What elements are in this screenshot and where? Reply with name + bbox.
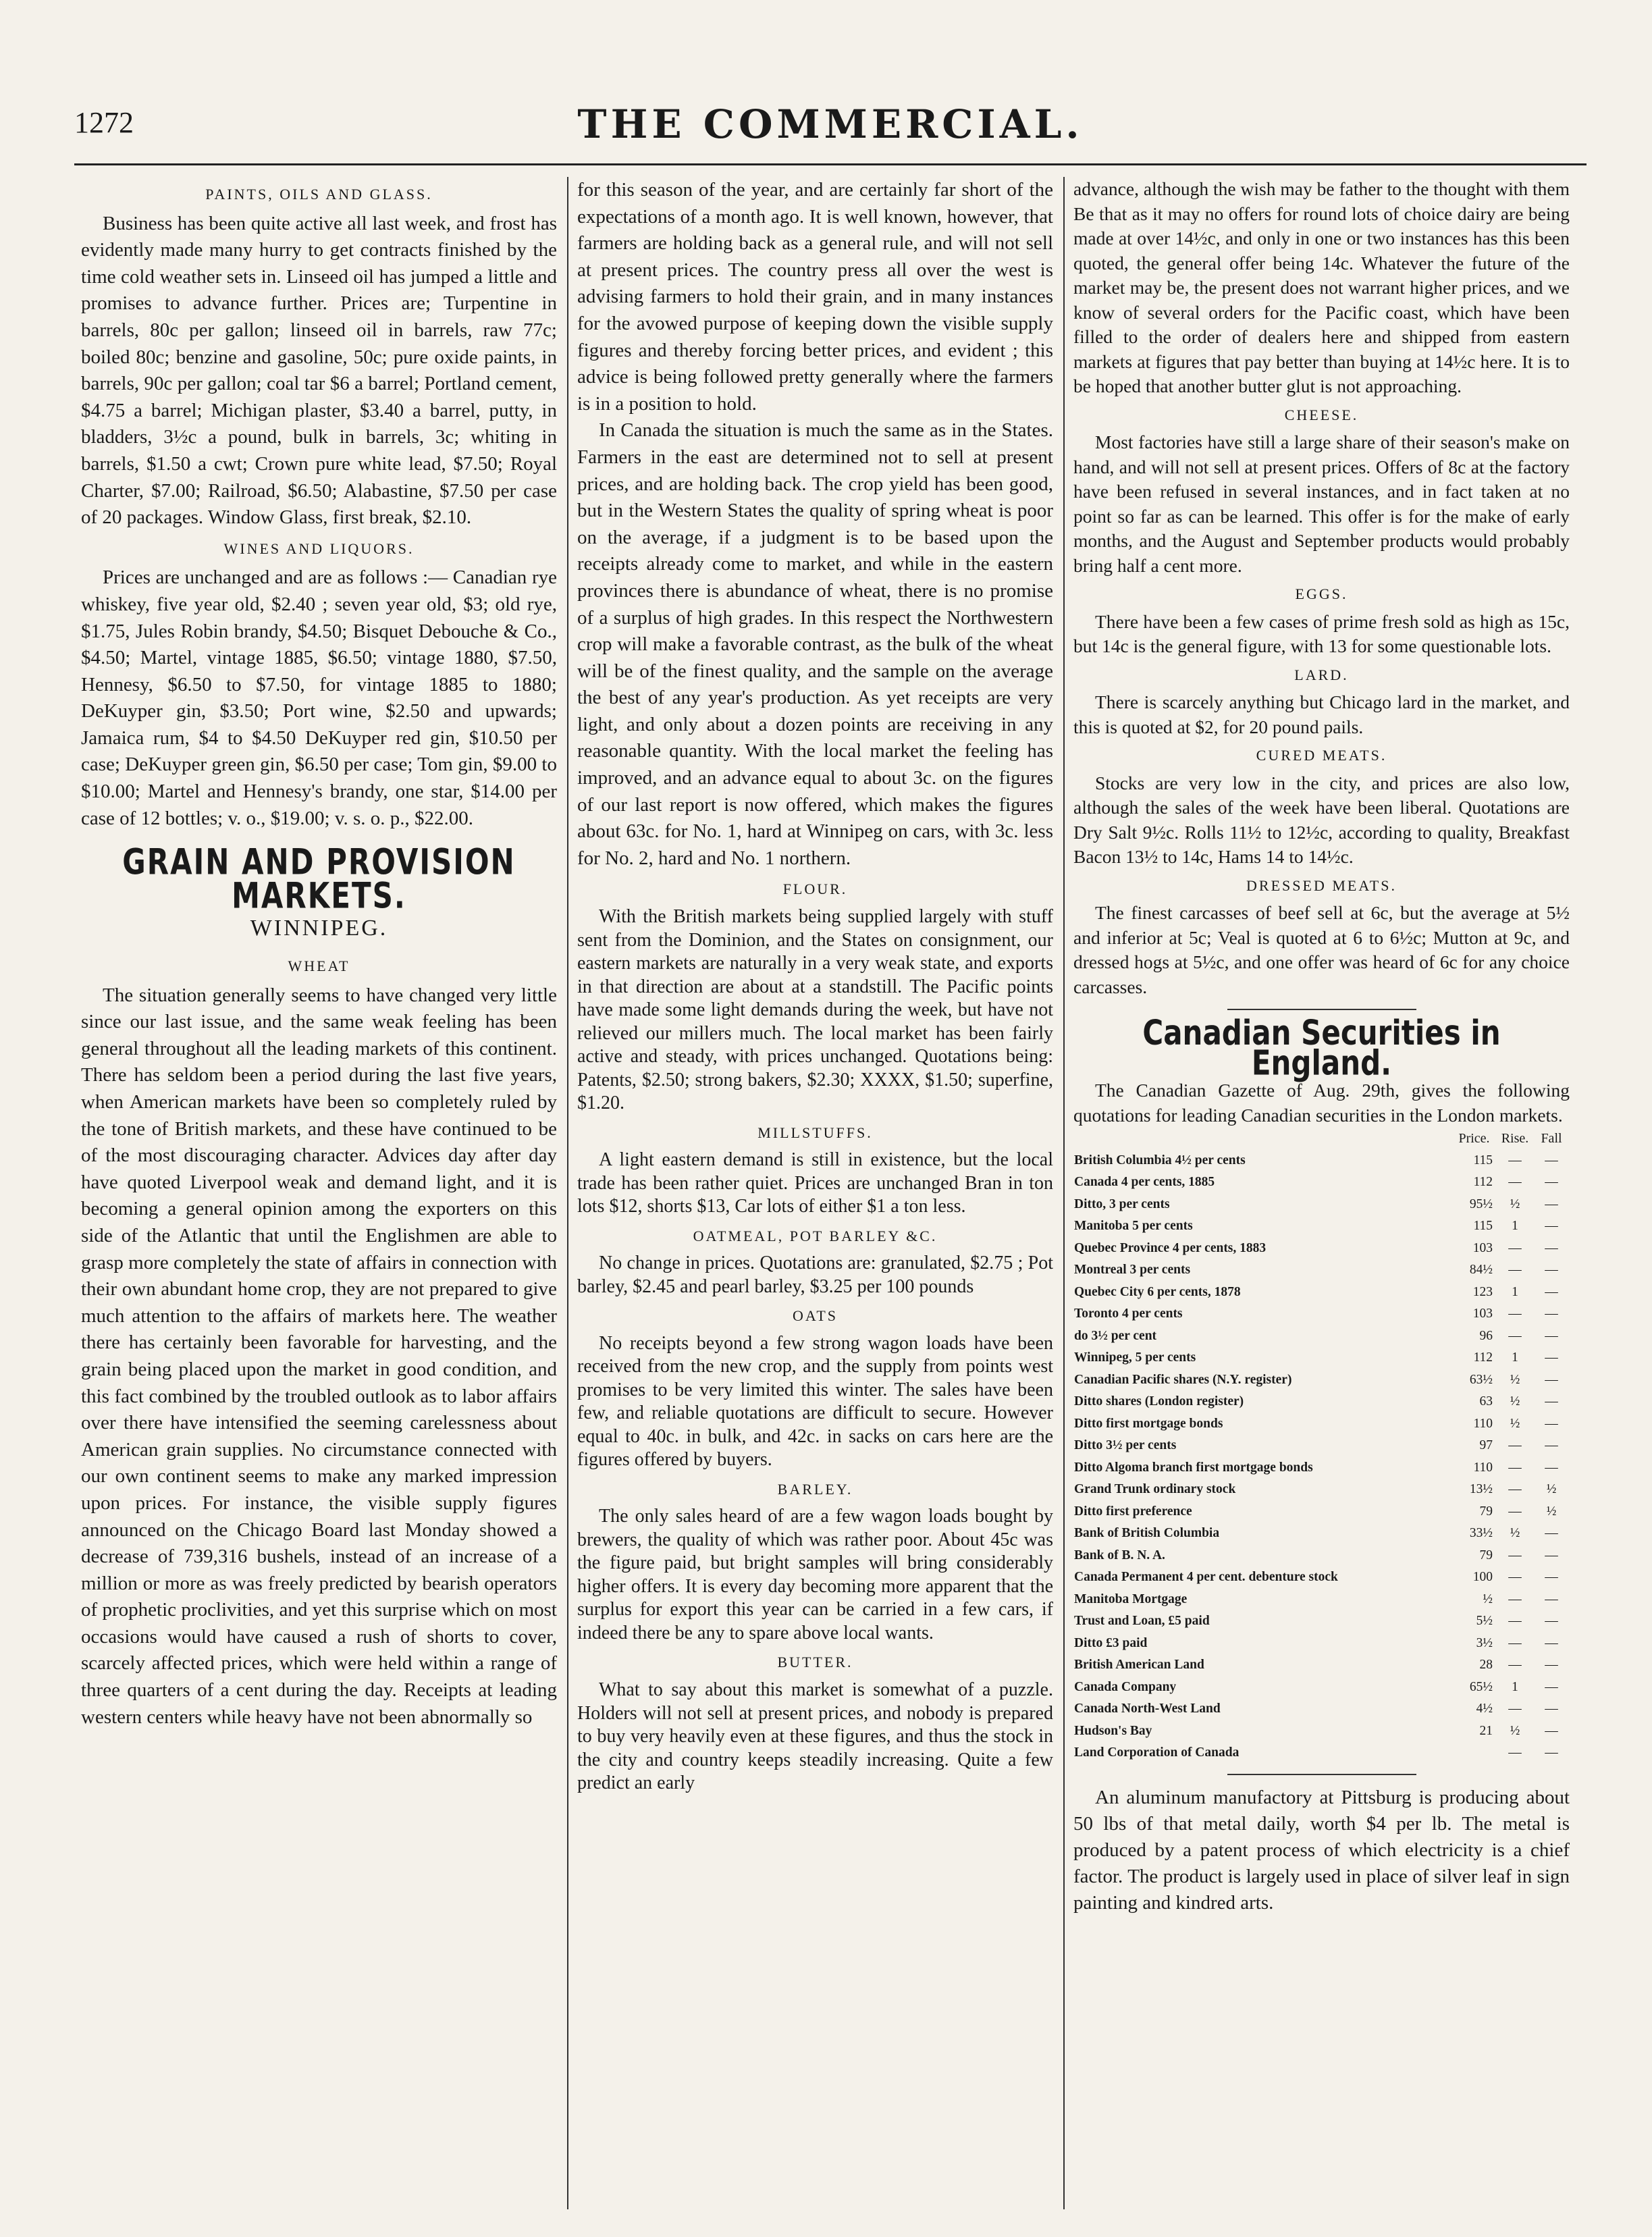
security-name: Bank of B. N. A. xyxy=(1074,1548,1165,1562)
table-header-fall: Fall xyxy=(1541,1131,1562,1146)
security-price: 115 xyxy=(1473,1153,1493,1167)
security-price: 112 xyxy=(1473,1175,1493,1189)
city-heading: WINNIPEG. xyxy=(250,916,388,941)
security-name: Hudson's Bay xyxy=(1074,1723,1152,1738)
table-header-price: Price. xyxy=(1458,1131,1490,1146)
security-name: Grand Trunk ordinary stock xyxy=(1074,1482,1236,1496)
security-rise: — xyxy=(1508,1548,1522,1562)
security-fall: — xyxy=(1545,1526,1558,1540)
table-row xyxy=(1073,1391,1570,1413)
security-price: 123 xyxy=(1472,1284,1493,1299)
butter-continued-paragraph: advance, although the wish may be father to the thought with them Be that as it may no offers for round lots of choice dairy are being made at over 14½c, and only in one or two instances has this been quoted, the general offer being 14c. Whatever the future of the market may be, the present does not warrant higher prices, and we know of several orders for the Pacific coast, which have been filled to the order of dealers here and shipped from eastern markets at figures that pay better than buying at 14½c here. It is to be hoped that another butter glut is not approaching. xyxy=(1073,178,1570,396)
section-heading-dressed-meats: DRESSED MEATS. xyxy=(1246,876,1397,894)
security-rise: — xyxy=(1508,1635,1522,1650)
security-name: Montreal 3 per cents xyxy=(1074,1263,1191,1277)
security-fall: — xyxy=(1545,1745,1558,1760)
masthead: THE COMMERCIAL. xyxy=(577,101,1084,147)
security-fall: — xyxy=(1545,1591,1558,1606)
security-name: British American Land xyxy=(1074,1658,1204,1672)
security-rise: — xyxy=(1508,1175,1522,1189)
security-price: 4½ xyxy=(1476,1702,1493,1716)
barley-paragraph: The only sales heard of are a few wagon loads bought by brewers, the quality of which was rather poor. About 45c was the figure paid, but bright samples will bring considerably higher offers. It is every day becoming more apparent that the surplus for export this year can be carried in a few cars, if indeed there be any to spare above local wants. xyxy=(577,1506,1053,1643)
security-fall: — xyxy=(1545,1328,1558,1343)
security-name: Manitoba Mortgage xyxy=(1074,1591,1188,1606)
table-header-row xyxy=(1073,1128,1570,1150)
security-price: 79 xyxy=(1479,1504,1493,1519)
table-row xyxy=(1073,1347,1570,1369)
security-fall: — xyxy=(1545,1175,1558,1189)
oats-paragraph: No receipts beyond a few strong wagon loads have been received from the new crop, and the supply from points west promises to be very limited this winter. The sales have been few, and reliable quotations are difficult to secure. However equal to 40c. in bulk, and 42c. in sacks on cars here are the figures offered by buyers. xyxy=(577,1332,1053,1471)
butter-paragraph: What to say about this market is somewhat of a puzzle. Holders will not sell at present prices, and nobody is prepared to buy very heavily even at these figures, and thus the stock in the city and country keeps steadily increasing. Quite a few predict an early xyxy=(577,1679,1053,1793)
security-name: Land Corporation of Canada xyxy=(1074,1745,1240,1760)
security-name: Canada Permanent 4 per cent. debenture stock xyxy=(1074,1570,1338,1584)
security-price xyxy=(1451,1742,1497,1764)
table-row xyxy=(1073,1325,1570,1348)
lard-paragraph: There is scarcely anything but Chicago lard in the market, and this is quoted at $2, for 20 pound pails. xyxy=(1073,691,1570,737)
security-rise: 1 xyxy=(1512,1350,1518,1365)
section-heading-cheese: CHEESE. xyxy=(1284,406,1359,423)
security-fall: — xyxy=(1545,1460,1558,1475)
table-row xyxy=(1073,1259,1570,1282)
paints-paragraph: Business has been quite active all last week, and frost has evidently made many hurry to get contracts finished by the time cold weather sets in. Linseed oil has jumped a little and promises to advance further. Prices are; Turpentine in barrels, 80c per gallon; linseed oil in barrels, raw 77c; boiled 80c; benzine and gasoline, 50c; pure oxide paints, in barrels, 90c per gallon; coal tar $6 a barrel; Portland cement, $4.75 a barrel; Michigan plaster, $3.40 a barrel, putty, in bladders, 3½c a pound, bulk in barrels, 3c; whiting in barrels, $1.50 a cwt; Crown pure white lead, $7.50; Royal Charter, $7.00; Railroad, $6.50; Alabastine, $7.50 per case of 20 packages. Window Glass, first break, $2.10. xyxy=(81,212,557,529)
security-name: Ditto 3½ per cents xyxy=(1074,1438,1177,1452)
security-price: 110 xyxy=(1473,1460,1493,1475)
security-price: 65½ xyxy=(1469,1679,1493,1694)
security-fall: — xyxy=(1545,1196,1558,1211)
section-heading-cured-meats: CURED MEATS. xyxy=(1256,747,1387,764)
security-fall: — xyxy=(1545,1702,1558,1716)
security-fall: — xyxy=(1545,1153,1558,1167)
eggs-paragraph: There have been a few cases of prime fresh sold as high as 15c, but 14c is the general figure, with 13 for some questionable lots. xyxy=(1073,610,1570,656)
table-row xyxy=(1073,1172,1570,1194)
table-row xyxy=(1073,1654,1570,1677)
security-price: 115 xyxy=(1473,1219,1493,1233)
security-name: Ditto, 3 per cents xyxy=(1074,1196,1170,1211)
dressed-meats-paragraph: The finest carcasses of beef sell at 6c, but the average at 5½ and inferior at 5c; Veal is quoted at 6 to 6½c; Mutton at 9c, and dressed hogs at 5½c, and one offer was heard of 6c for any choice carcasses. xyxy=(1073,902,1570,997)
security-fall: — xyxy=(1545,1263,1558,1277)
table-row xyxy=(1073,1413,1570,1436)
section-heading-oatmeal: OATMEAL, POT BARLEY &C. xyxy=(693,1227,938,1244)
security-rise: 1 xyxy=(1512,1219,1518,1233)
security-price: 96 xyxy=(1479,1328,1493,1343)
table-row xyxy=(1073,1742,1570,1764)
security-price: 100 xyxy=(1472,1570,1493,1584)
security-rise: — xyxy=(1508,1240,1522,1255)
securities-heading: Canadian Securities in England. xyxy=(1142,1013,1501,1082)
security-rise: 1 xyxy=(1512,1679,1518,1694)
oatmeal-paragraph: No change in prices. Quotations are: granulated, $2.75 ; Pot barley, $2.45 and pearl barley, $3.25 per 100 pounds xyxy=(577,1253,1053,1297)
security-rise: — xyxy=(1508,1263,1522,1277)
security-name: Canada Company xyxy=(1074,1679,1177,1694)
security-fall: — xyxy=(1545,1614,1558,1628)
security-name: Ditto £3 paid xyxy=(1074,1635,1148,1650)
security-rise: — xyxy=(1508,1591,1522,1606)
table-header-name xyxy=(1073,1128,1451,1150)
security-rise: — xyxy=(1508,1702,1522,1716)
table-row xyxy=(1073,1369,1570,1392)
table-row xyxy=(1073,1435,1570,1457)
security-rise: — xyxy=(1508,1460,1522,1475)
wheat-paragraph: The situation generally seems to have changed very little since our last issue, and the same weak feeling has been general throughout all the leading markets of this continent. There has seldom been a period during the last five years, when American markets have been so completely ruled by the tone of British markets, and these have continued to be of the most discouraging character. Advices day after day have quoted Liverpool weak and demand light, and it is becoming a general opinion among the exporters on this side of the Atlantic that until the Englishmen are able to grasp more completely the state of affairs in connection with their own abundant home crop, they are not prepared to give much attention to the affairs of markets here. The weather there has certainly been favorable for harvesting, and the grain being placed upon the market in good condition, and this fact combined by the troubled outlook as to labor affairs over there have intensified the seeming carelessness about American grain supplies. No circumstance connected with our own continent seems to make any marked impression upon prices. For instance, the visible supply figures announced on the Chicago Board last Monday showed a decrease of 739,316 bushels, instead of an increase of a million or more as was freely predicted by bearish operators of prophetic proclivities, and yet this surprise which on most occasions would have caused a rush of shorts to cover, scarcely affected prices, which were held within a range of three quarters of a cent during the day. Receipts at leading western centers while heavy have not been abnormally so xyxy=(81,984,557,1728)
security-price: 63½ xyxy=(1469,1372,1493,1387)
security-rise: — xyxy=(1508,1504,1522,1519)
security-name: Winnipeg, 5 per cents xyxy=(1074,1350,1196,1365)
security-fall: — xyxy=(1545,1394,1558,1409)
security-rise: — xyxy=(1508,1745,1522,1760)
section-heading-butter: BUTTER. xyxy=(777,1654,853,1671)
security-price: 63 xyxy=(1479,1394,1493,1409)
security-fall: ½ xyxy=(1546,1504,1557,1519)
security-fall: ½ xyxy=(1546,1482,1557,1496)
column-rule xyxy=(1063,177,1065,2209)
table-row xyxy=(1073,1633,1570,1655)
security-name: Ditto first preference xyxy=(1074,1504,1192,1519)
security-fall: — xyxy=(1545,1219,1558,1233)
security-name: Ditto shares (London register) xyxy=(1074,1394,1244,1409)
security-name: Ditto first mortgage bonds xyxy=(1074,1416,1223,1431)
page-number: 1272 xyxy=(74,106,134,139)
security-fall: — xyxy=(1545,1635,1558,1650)
security-name: Bank of British Columbia xyxy=(1074,1526,1220,1540)
security-fall: — xyxy=(1545,1240,1558,1255)
table-row xyxy=(1073,1457,1570,1479)
security-name: Ditto Algoma branch first mortgage bonds xyxy=(1074,1460,1313,1475)
security-price: 103 xyxy=(1472,1240,1493,1255)
column-rule xyxy=(567,177,568,2209)
table-header-rise: Rise. xyxy=(1501,1131,1529,1146)
security-name: Manitoba 5 per cents xyxy=(1074,1219,1193,1233)
table-row xyxy=(1073,1150,1570,1172)
table-row xyxy=(1073,1303,1570,1325)
header-rule xyxy=(74,163,1587,165)
security-price: 5½ xyxy=(1476,1614,1493,1628)
security-fall: — xyxy=(1545,1350,1558,1365)
security-fall: — xyxy=(1545,1438,1558,1452)
table-row xyxy=(1073,1698,1570,1720)
security-price: ½ xyxy=(1483,1591,1493,1606)
security-price: 3½ xyxy=(1476,1635,1493,1650)
security-name: British Columbia 4½ per cents xyxy=(1074,1153,1246,1167)
security-rise: — xyxy=(1508,1438,1522,1452)
securities-table xyxy=(1073,1128,1570,1764)
section-heading-wheat: WHEAT xyxy=(288,957,350,975)
wines-paragraph: Prices are unchanged and are as follows :— Canadian rye whiskey, five year old, $2.40 ; seven year old, $3; old rye, $1.75, Jules Robin brandy, $4.50; Bisquet Debouche & Co., $4.50; Martel, vintage 1885, $6.50; vintage 1880, $7.50, Hennesy, $6.50 to $7.50, for vintage 1885 to 1880; DeKuyper gin, $3.50; Port wine, $2.50 and upwards; Jamaica rum, $4 to $4.50 DeKuyper red gin, $10.50 per case; DeKuyper green gin, $6.50 per case; Tom gin, $9.00 to $10.00; Martel and Hennesy's brandy, one star, $14.00 per case of 12 bottles; v. o., $19.00; v. s. o. p., $22.00. xyxy=(81,567,557,829)
security-price: 33½ xyxy=(1469,1526,1493,1540)
security-rise: ½ xyxy=(1510,1394,1520,1409)
security-fall: — xyxy=(1545,1679,1558,1694)
security-price: 21 xyxy=(1479,1723,1493,1738)
security-name: Quebec Province 4 per cents, 1883 xyxy=(1074,1240,1267,1255)
table-row xyxy=(1073,1194,1570,1216)
section-heading-millstuffs: MILLSTUFFS. xyxy=(757,1124,873,1141)
security-fall: — xyxy=(1545,1570,1558,1584)
column-2 xyxy=(577,177,1053,1795)
table-row xyxy=(1073,1523,1570,1545)
security-rise: ½ xyxy=(1510,1196,1520,1211)
security-rise: — xyxy=(1508,1658,1522,1672)
security-fall: — xyxy=(1545,1284,1558,1299)
security-price: 13½ xyxy=(1469,1482,1493,1496)
table-row xyxy=(1073,1238,1570,1260)
security-price: 84½ xyxy=(1469,1263,1493,1277)
millstuffs-paragraph: A light eastern demand is still in existence, but the local trade has been rather quiet. Prices are unchanged Bran in ton lots $12, shorts $13, Car lots of either $1 a ton less. xyxy=(577,1149,1053,1217)
section-divider xyxy=(1227,1009,1416,1010)
section-heading-oats: OATS xyxy=(792,1307,838,1325)
security-fall: — xyxy=(1545,1548,1558,1562)
security-rise: ½ xyxy=(1510,1723,1520,1738)
security-name: Quebec City 6 per cents, 1878 xyxy=(1074,1284,1241,1299)
security-rise: 1 xyxy=(1512,1284,1518,1299)
security-price: 97 xyxy=(1479,1438,1493,1452)
cured-meats-paragraph: Stocks are very low in the city, and prices are also low, although the sales of the week have been liberal. Quotations are Dry Salt 9½c. Rolls 11½ to 12½c, according to quality, Breakfast Bacon 13½ to 14c, Hams 14 to 14½c. xyxy=(1073,772,1570,867)
security-rise: ½ xyxy=(1510,1372,1520,1387)
security-rise: — xyxy=(1508,1570,1522,1584)
security-rise: ½ xyxy=(1510,1416,1520,1431)
table-row xyxy=(1073,1479,1570,1501)
section-heading-flour: FLOUR. xyxy=(782,880,848,898)
table-row xyxy=(1073,1545,1570,1567)
security-rise: — xyxy=(1508,1328,1522,1343)
table-row xyxy=(1073,1567,1570,1589)
table-row xyxy=(1073,1589,1570,1611)
table-row xyxy=(1073,1720,1570,1743)
section-heading-paints: PAINTS, OILS AND GLASS. xyxy=(205,186,433,203)
column-3 xyxy=(1073,177,1570,1916)
section-heading-eggs: EGGS. xyxy=(1295,585,1348,602)
security-name: Canada 4 per cents, 1885 xyxy=(1074,1175,1215,1189)
section-heading-lard: LARD. xyxy=(1294,666,1349,683)
security-price: 95½ xyxy=(1469,1196,1493,1211)
security-price: 79 xyxy=(1479,1548,1493,1562)
column-1 xyxy=(81,177,557,1731)
section-heading-barley: BARLEY. xyxy=(777,1480,853,1498)
security-rise: ½ xyxy=(1510,1526,1520,1540)
section-divider xyxy=(1227,1774,1416,1775)
security-fall: — xyxy=(1545,1723,1558,1738)
security-fall: — xyxy=(1545,1416,1558,1431)
security-rise: — xyxy=(1508,1614,1522,1628)
security-name: Canada North-West Land xyxy=(1074,1702,1221,1716)
security-name: Trust and Loan, £5 paid xyxy=(1074,1614,1210,1628)
table-row xyxy=(1073,1282,1570,1304)
canada-paragraph: In Canada the situation is much the same as in the States. Farmers in the east are determined not to sell at present prices, and are holding back. The crop yield has been good, but in the Western States the quality of spring wheat is poor on the average, if a judgment is to be based upon the receipts already come to market, and while in the eastern provinces there is abundance of wheat, there is no promise of a surplus of high grades. In this respect the Northwestern crop will make a favorable contrast, as the bulk of the wheat will be of the finest quality, and the sample on the average the best of any year's production. As yet receipts are very light, and only about a dozen points are receiving in any reasonable quantity. With the local market the feeling has improved, and an advance equal to about 3c. on the figures of our last report is now offered, which makes the figures about 63c. for No. 1, hard at Winnipeg on cars, with 3c. less for No. 2, hard and No. 1 northern. xyxy=(577,419,1053,869)
grain-markets-heading: GRAIN AND PROVISION MARKETS. xyxy=(122,841,516,916)
securities-intro: The Canadian Gazette of Aug. 29th, gives the following quotations for leading Canadian securities in the London markets. xyxy=(1073,1080,1570,1126)
security-price: 110 xyxy=(1473,1416,1493,1431)
aluminum-paragraph: An aluminum manufactory at Pittsburg is producing about 50 lbs of that metal daily, worth $4 per lb. The metal is produced by a patent process of which electricity is a chief factor. The product is largely used in place of silver leaf in sign painting and kindred arts. xyxy=(1073,1786,1570,1914)
table-row xyxy=(1073,1610,1570,1633)
table-row xyxy=(1073,1677,1570,1699)
flour-paragraph: With the British markets being supplied largely with stuff sent from the Dominion, and the States on consignment, our eastern markets are naturally in a very weak state, and exports in that direction are about at a standstill. The Pacific points have made some light demands during the week, but have not relieved our millers much. The local market has been fairly active and steady, with prices unchanged. Quotations being: Patents, $2.50; strong bakers, $2.30; XXXX, $1.50; superfine, $1.20. xyxy=(577,906,1053,1114)
cheese-paragraph: Most factories have still a large share of their season's make on hand, and will not sell at present prices. Offers of 8c at the factory have been refused in several instances, and in fact taken at no point so far as can be learned. This offer is for the make of early months, and the August and September products would probably bring half a cent more. xyxy=(1073,431,1570,576)
page-header xyxy=(74,101,1587,155)
security-name: Toronto 4 per cents xyxy=(1074,1307,1183,1321)
security-fall: — xyxy=(1545,1658,1558,1672)
security-rise: — xyxy=(1508,1153,1522,1167)
security-price: 28 xyxy=(1479,1658,1493,1672)
security-price: 112 xyxy=(1473,1350,1493,1365)
security-price: 103 xyxy=(1472,1307,1493,1321)
security-name: Canadian Pacific shares (N.Y. register) xyxy=(1074,1372,1292,1387)
section-heading-wines: WINES AND LIQUORS. xyxy=(223,539,415,557)
security-fall: — xyxy=(1545,1372,1558,1387)
security-fall: — xyxy=(1545,1307,1558,1321)
wheat-continued-paragraph: for this season of the year, and are certainly far short of the expectations of a month ago. It is well known, however, that farmers are holding back as a general rule, and will not sell at present prices. The country press all over the west is advising farmers to hold their grain, and in many instances for the avowed purpose of keeping down the visible supply figures and thereby forcing better prices, and evident ; this advice is being followed pretty generally where the farmers is in a position to hold. xyxy=(577,179,1053,415)
security-rise: — xyxy=(1508,1482,1522,1496)
table-row xyxy=(1073,1215,1570,1238)
security-name: do 3½ per cent xyxy=(1074,1328,1157,1343)
security-rise: — xyxy=(1508,1307,1522,1321)
table-row xyxy=(1073,1501,1570,1523)
